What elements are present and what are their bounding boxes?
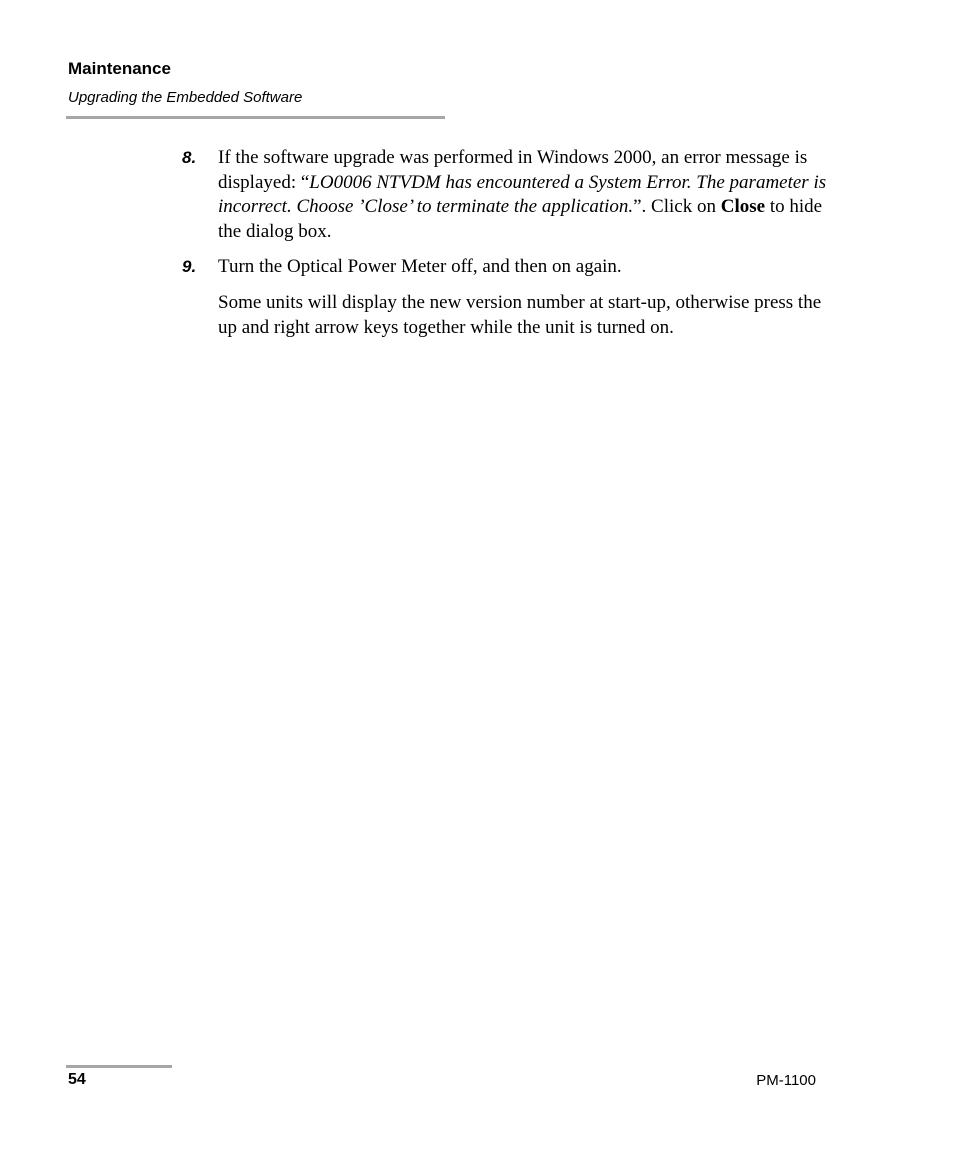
step-text (218, 146, 842, 244)
error-message-text: LO0006 NTVDM has encountered a System Error. The parameter is incorrect. Choose ’Close’ to terminate the application. (218, 171, 827, 218)
step-text: Turn the Optical Power Meter off, and then on again. (218, 256, 622, 278)
footer-divider (66, 1065, 172, 1068)
step-number: 8. (182, 148, 197, 167)
step-text-connector: ”. Click on (633, 196, 721, 218)
close-button-reference: Close (720, 196, 766, 218)
product-code: PM-1100 (756, 1072, 816, 1089)
step-text-intro: If the software upgrade was performed in Windows 2000, an error message is displayed: “ (218, 147, 808, 193)
step-text-outro: to hide the dialog box. (218, 196, 823, 242)
page-number: 54 (68, 1071, 86, 1088)
procedure-steps (182, 146, 842, 340)
section-title: Maintenance (68, 59, 171, 78)
step-number: 9. (182, 257, 197, 277)
step-9 (182, 255, 842, 280)
step-9-note: Some units will display the new version number at start-up, otherwise press the up and right arrow keys together while the unit is turned on. (218, 291, 822, 338)
step-8 (182, 146, 842, 244)
subsection-title: Upgrading the Embedded Software (68, 89, 303, 106)
header-divider (66, 116, 445, 119)
